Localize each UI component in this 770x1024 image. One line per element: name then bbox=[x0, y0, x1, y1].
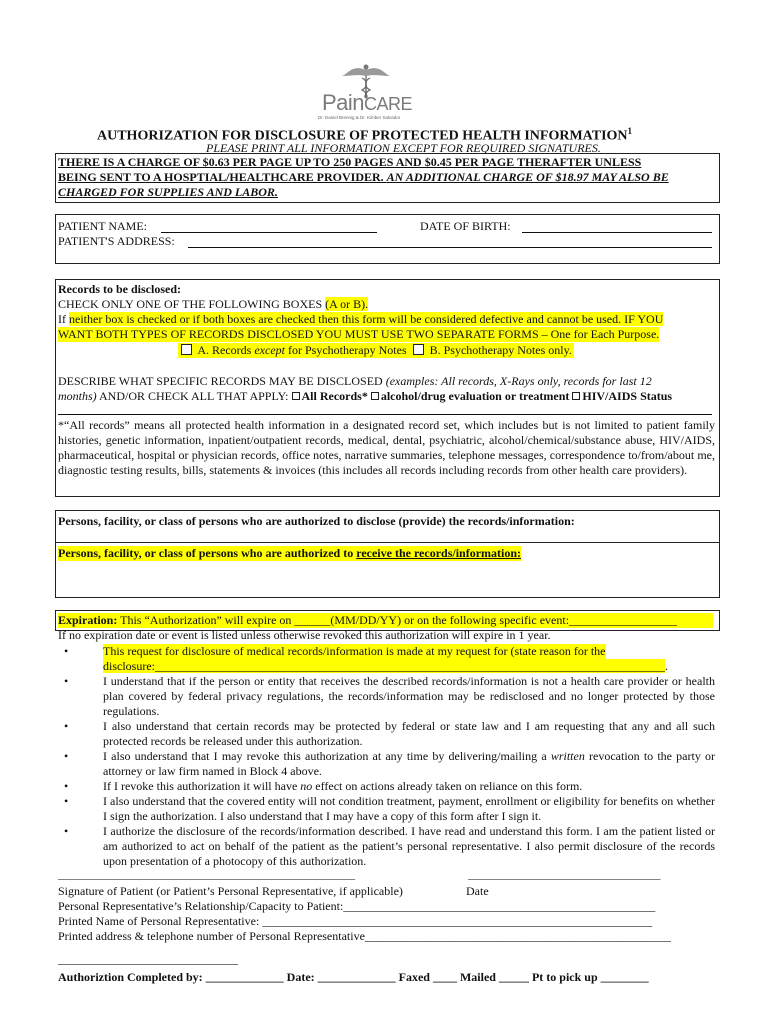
rep-relationship-field[interactable]: Personal Representative’s Relationship/Capacity to Patient:____________________________________________________ bbox=[58, 899, 656, 913]
charge-line-1: THERE IS A CHARGE OF $0.63 PER PAGE UP TO 250 PAGES AND $0.45 PER PAGE THERAFTER UNLESS bbox=[58, 155, 642, 169]
request-reason-1: This request for disclosure of medical records/information is made at my request for (state reason for the bbox=[103, 644, 606, 658]
checkbox-option-b[interactable] bbox=[413, 344, 424, 355]
protected-records-statement: I also understand that certain records may be protected by federal or state law and I am requesting that any and all such protected records be released under this authorization. bbox=[103, 719, 715, 748]
defective-warning-2: WANT BOTH TYPES OF RECORDS DISCLOSED YOU MUST USE TWO SEPARATE FORMS – One for Each Purpose. bbox=[58, 327, 660, 341]
revoke-statement: I also understand that I may revoke this authorization at any time by delivering/mailing a written revocation to the party or attorney or law firm named in Block 4 above. bbox=[103, 749, 716, 778]
describe-records-line-1: DESCRIBE WHAT SPECIFIC RECORDS MAY BE DISCLOSED (examples: All records, X-Rays only, records for last 12 bbox=[58, 374, 652, 388]
no-expiration-note: If no expiration date or event is listed unless otherwise revoked this authorization will expire in 1 year. bbox=[58, 628, 551, 642]
record-type-options bbox=[178, 343, 574, 358]
logo-brand-pain: Pain bbox=[322, 90, 365, 115]
authorize-statement: I authorize the disclosure of the records/information described. I have read and understand this form. I am the patient listed or am authorized to act on behalf of the patient as the patient’s personal representative. I also permit disclosure of the records upon presentation of a photocopy of this authorization. bbox=[103, 824, 715, 868]
patient-name-label: PATIENT NAME: bbox=[58, 219, 148, 233]
dob-label: DATE OF BIRTH: bbox=[420, 219, 511, 233]
persons-divider bbox=[55, 542, 720, 543]
logo-doctors: Dr. Daniel Brennig & Dr. Kimber Salvador bbox=[318, 115, 401, 120]
printed-name-field[interactable]: Printed Name of Personal Representative: _________________________________________________________________ bbox=[58, 914, 653, 928]
checkbox-option-a[interactable] bbox=[181, 344, 192, 355]
address-field[interactable] bbox=[188, 247, 712, 248]
subtitle: PLEASE PRINT ALL INFORMATION EXCEPT FOR REQUIRED SIGNATURES. bbox=[206, 141, 601, 155]
office-completion-line[interactable]: Authoriztion Completed by: _____________ Date: _____________ Faxed ____ Mailed _____ Pt to pick up ________ bbox=[58, 970, 649, 984]
if-revoke-statement: If I revoke this authorization it will have no effect on actions already taken on reliance on this form. bbox=[103, 779, 583, 793]
charge-line-3: CHARGED FOR SUPPLIES AND LABOR. bbox=[58, 185, 278, 199]
bullet-dot: • bbox=[64, 794, 69, 808]
paincare-logo bbox=[318, 62, 414, 122]
all-records-definition: *“All records” means all protected health information in a designated record set, which includes but is not limited to patient family histories, genetic information, inpatient/outpatient records, medical, dental, psychiatric, alcohol/chemical/substance abuse, HIV/AIDS, pharmaceutical, hospital or physician records, office notes, narrative summaries, telephone messages, correspondence to/from/about me, diagnostic testing results, bills, statements & invoices (this includes all records including records from other health care providers). bbox=[58, 418, 715, 477]
checkbox-hiv-aids[interactable] bbox=[572, 392, 580, 400]
receive-persons-label: Persons, facility, or class of persons who are authorized to receive the records/information: bbox=[58, 546, 522, 560]
option-b-label: B. Psychotherapy Notes only. bbox=[429, 343, 572, 357]
redisclose-statement: I understand that if the person or entity that receives the described records/information is not a health care provider or health plan covered by federal privacy regulations, the records/information may be redisclosed and no longer protected by those regulations. bbox=[103, 674, 715, 718]
bullet-dot: • bbox=[64, 749, 69, 763]
office-use-line: ______________________________ bbox=[58, 952, 238, 966]
patient-name-field[interactable] bbox=[161, 232, 377, 233]
checkbox-alcohol-drug[interactable] bbox=[371, 392, 379, 400]
bullet-dot: • bbox=[64, 719, 69, 733]
describe-records-field[interactable] bbox=[58, 414, 712, 415]
disclose-persons-label: Persons, facility, or class of persons who are authorized to disclose (provide) the records/information: bbox=[58, 514, 575, 528]
option-a-label: A. Records except for Psychotherapy Notes bbox=[197, 343, 407, 357]
printed-address-field[interactable]: Printed address & telephone number of Personal Representative___________________________________________________ bbox=[58, 929, 671, 943]
page-title: AUTHORIZATION FOR DISCLOSURE OF PROTECTED HEALTH INFORMATION$^1$ bbox=[97, 126, 633, 144]
signature-date-field[interactable]: ___________________________________ bbox=[468, 869, 661, 881]
defective-warning-1: If neither box is checked or if both boxes are checked then this form will be considered defective and cannot be used. IF YOU bbox=[58, 312, 664, 326]
checkbox-all-records[interactable] bbox=[292, 392, 300, 400]
records-heading: Records to be disclosed: bbox=[58, 282, 181, 296]
address-label: PATIENT'S ADDRESS: bbox=[58, 234, 175, 248]
describe-records-line-2: months) AND/OR CHECK ALL THAT APPLY: All Records* alcohol/drug evaluation or treatment HIV/AIDS Status bbox=[58, 389, 673, 403]
bullet-dot: • bbox=[64, 779, 69, 793]
date-label: Date bbox=[466, 884, 489, 898]
request-reason-2: disclosure:_____________________________________________________________________________________. bbox=[103, 659, 668, 673]
bullet-dot: • bbox=[64, 674, 69, 688]
expiration-line: Expiration: This “Authorization” will expire on ______(MM/DD/YY) or on the following specific event:__________________ bbox=[58, 613, 713, 628]
bullet-dot: • bbox=[64, 824, 69, 838]
signature-label: Signature of Patient (or Patient’s Personal Representative, if applicable) bbox=[58, 884, 403, 898]
bullet-dot: • bbox=[64, 644, 69, 658]
charge-line-2: BEING SENT TO A HOSPTIAL/HEALTHCARE PROVIDER. AN ADDITIONAL CHARGE OF $18.97 MAY ALSO BE bbox=[58, 170, 669, 184]
check-only-instruction: CHECK ONLY ONE OF THE FOLLOWING BOXES (A or B). bbox=[58, 297, 369, 311]
signature-field[interactable]: ______________________________________________________ bbox=[58, 869, 355, 881]
logo-brand-care: CARE bbox=[364, 94, 413, 114]
condition-statement: I also understand that the covered entity will not condition treatment, payment, enrollment or eligibility for benefits on whether I sign the authorization. I also understand that I may have a copy of this form after I sign it. bbox=[103, 794, 715, 823]
dob-field[interactable] bbox=[522, 232, 712, 233]
